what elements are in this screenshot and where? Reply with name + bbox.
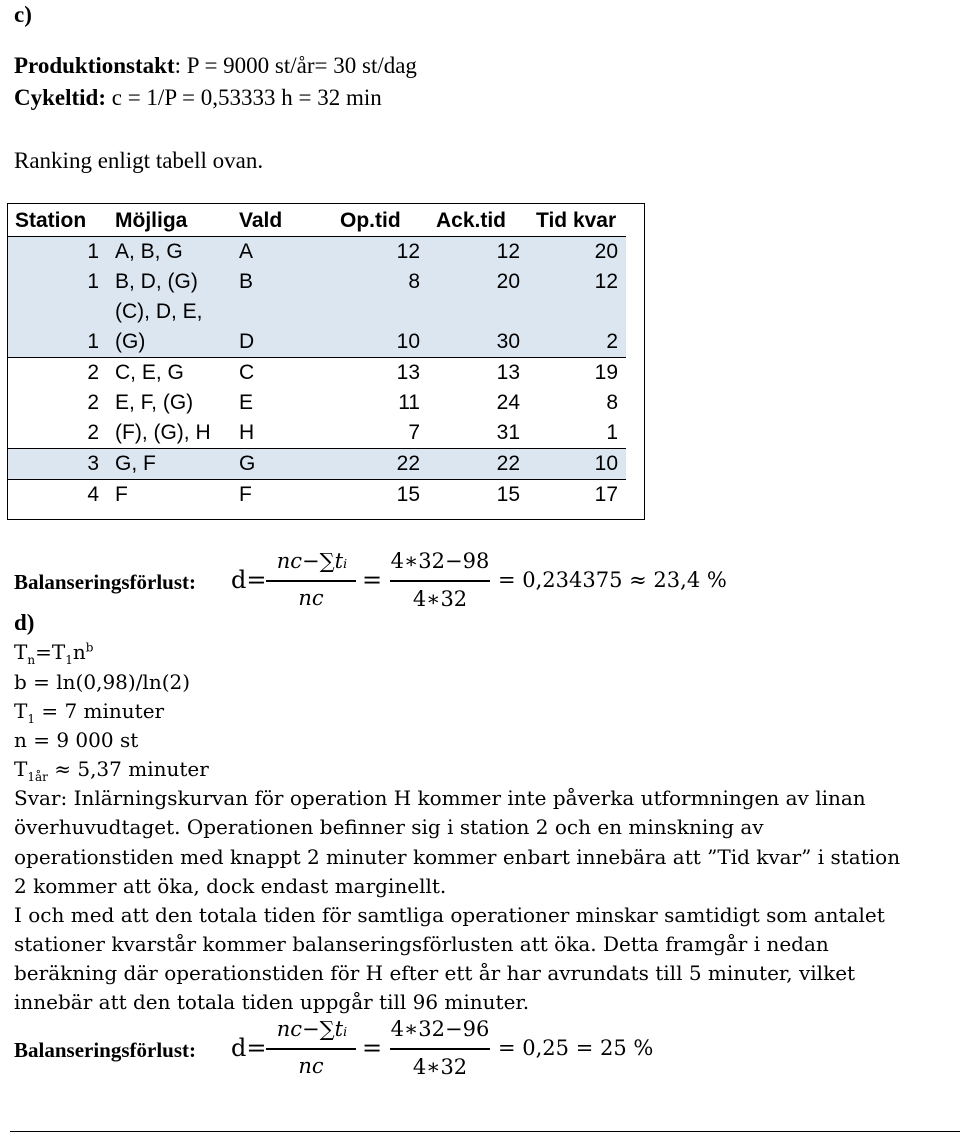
table-row (7, 480, 626, 511)
fraction-denominator: nc (298, 1054, 324, 1078)
cycle-time-line (14, 85, 382, 111)
cell-tidkvar: 19 (528, 358, 626, 389)
cell-tidkvar: 8 (606, 391, 618, 414)
cell-vald: E (239, 391, 254, 414)
cell-optid: 8 (332, 267, 428, 297)
cell-vald: G (231, 449, 332, 480)
cell-station: 1 (7, 237, 107, 268)
cell-station: 1 (7, 297, 107, 358)
col-header-station: Station (7, 203, 107, 237)
page-divider (10, 1131, 960, 1132)
cell-mojliga-line1: (C), D, E, (115, 300, 203, 323)
cell-vald: D (231, 297, 332, 358)
cell-tidkvar: 1 (606, 421, 618, 444)
cycle-label: Cykeltid: (14, 85, 106, 110)
fraction-numerator-values: 4∗32−96 (390, 1017, 490, 1041)
answer-line: 2 kommer att öka, dock endast marginellt. (14, 874, 447, 898)
cell-optid: 10 (332, 297, 428, 358)
equals-sign: = (362, 566, 383, 594)
balance-result: = 0,25 = 25 % (498, 1036, 654, 1060)
cell-tidkvar: 2 (528, 297, 626, 358)
cell-tidkvar: 10 (528, 449, 626, 480)
balance-d: d= (231, 1034, 267, 1062)
fraction-numerator: nc−∑tᵢ (276, 549, 348, 573)
cell-vald: C (231, 358, 332, 389)
balance-label: Balanseringsförlust: (14, 1038, 197, 1062)
cell-mojliga: (F), (G), H (115, 421, 211, 444)
ranking-note: Ranking enligt tabell ovan. (14, 148, 264, 173)
cell-vald: H (239, 421, 255, 444)
table-row (7, 388, 626, 418)
fraction-denominator: nc (298, 586, 324, 610)
cell-optid: 11 (398, 391, 420, 414)
cell-tidkvar: 20 (528, 237, 626, 268)
b-line: b = ln(0,98)/ln(2) (14, 670, 191, 694)
fraction-line (266, 580, 356, 582)
cell-acktid: 24 (496, 391, 520, 414)
cell-acktid: 12 (428, 237, 528, 268)
col-header-mojliga: Möjliga (107, 203, 231, 237)
cell-optid: 15 (332, 480, 428, 511)
cell-station: 1 (7, 267, 107, 297)
answer-line: beräkning där operationstiden för H efter ett år har avrundats till 5 minuter, vilket (14, 961, 856, 985)
cell-station: 4 (7, 480, 107, 511)
cell-acktid: 30 (428, 297, 528, 358)
col-header-vald: Vald (231, 203, 332, 237)
cell-station: 2 (87, 421, 99, 444)
cell-station: 2 (7, 358, 107, 389)
table-row (7, 418, 626, 449)
balance-label: Balanseringsförlust: (14, 570, 197, 594)
answer-line: stationer kvarstår kommer balanseringsförlusten att öka. Detta framgår i nedan (14, 932, 829, 956)
cell-mojliga: G, F (107, 449, 231, 480)
takt-value: : P = 9000 st/år= 30 st/dag (174, 53, 417, 78)
table-row (7, 358, 626, 389)
t1ar-line: $T_{1år} \approx 5,37$ minuter (14, 757, 209, 784)
balance-result: = 0,234375 ≈ 23,4 % (498, 568, 727, 592)
t1-line: $T_1 = 7$ minuter (14, 699, 165, 726)
table-header-row (7, 203, 626, 237)
fraction-denominator-values: 4∗32 (412, 1055, 468, 1079)
cell-optid: 22 (332, 449, 428, 480)
cell-acktid: 13 (428, 358, 528, 389)
section-d-heading: d) (14, 610, 35, 635)
table-row (7, 237, 626, 268)
cell-mojliga: E, F, (G) (115, 391, 194, 414)
cell-tidkvar: 12 (528, 267, 626, 297)
cell-mojliga: F (107, 480, 231, 511)
cell-vald: A (231, 237, 332, 268)
col-header-optid: Op.tid (332, 203, 428, 237)
answer-line: överhuvudtaget. Operationen befinner sig i station 2 och en minskning av (14, 815, 764, 839)
cell-acktid: 20 (428, 267, 528, 297)
cell-acktid: 22 (428, 449, 528, 480)
cell-mojliga (107, 297, 231, 358)
station-table (7, 203, 626, 510)
answer-line: operationstiden med knappt 2 minuter kommer enbart innebära att ”Tid kvar” i station (14, 845, 901, 869)
cell-acktid: 15 (428, 480, 528, 511)
answer-line: I och med att den totala tiden för samtliga operationer minskar samtidigt som antalet (14, 903, 885, 927)
cell-tidkvar: 17 (528, 480, 626, 511)
fraction-numerator-values: 4∗32−98 (390, 549, 490, 573)
equals-sign: = (362, 1034, 383, 1062)
cell-optid: 7 (408, 421, 420, 444)
cell-optid: 13 (332, 358, 428, 389)
production-takt-line (14, 53, 417, 79)
fraction-line-values (390, 1048, 490, 1050)
cell-mojliga-line2: (G) (115, 330, 146, 353)
answer-line: Svar: Inlärningskurvan för operation H kommer inte påverka utformningen av linan (14, 786, 866, 810)
table-row (7, 267, 626, 297)
cell-station: 2 (87, 391, 99, 414)
cell-vald: F (231, 480, 332, 511)
fraction-numerator: nc−∑tᵢ (276, 1017, 348, 1041)
cycle-value: c = 1/P = 0,53333 h = 32 min (106, 85, 382, 110)
takt-label: Produktionstakt (14, 53, 175, 78)
cell-mojliga: B, D, (G) (107, 267, 231, 297)
cell-vald: B (231, 267, 332, 297)
cell-mojliga: C, E, G (107, 358, 231, 389)
cell-acktid: 31 (496, 421, 520, 444)
section-c-heading: c) (14, 2, 32, 27)
learning-formula: $T_n=T_1n^b$ (14, 640, 94, 667)
table-row (7, 449, 626, 480)
balance-d: d= (231, 566, 267, 594)
answer-line: innebär att den totala tiden uppgår till 96 minuter. (14, 990, 530, 1014)
cell-mojliga: A, B, G (107, 237, 231, 268)
fraction-line (266, 1048, 356, 1050)
col-header-tidkvar: Tid kvar (528, 203, 626, 237)
col-header-acktid: Ack.tid (428, 203, 528, 237)
fraction-denominator-values: 4∗32 (412, 587, 468, 611)
fraction-line-values (390, 580, 490, 582)
n-line: n = 9 000 st (14, 728, 139, 752)
cell-optid: 12 (332, 237, 428, 268)
cell-station: 3 (7, 449, 107, 480)
table-row (7, 297, 626, 358)
